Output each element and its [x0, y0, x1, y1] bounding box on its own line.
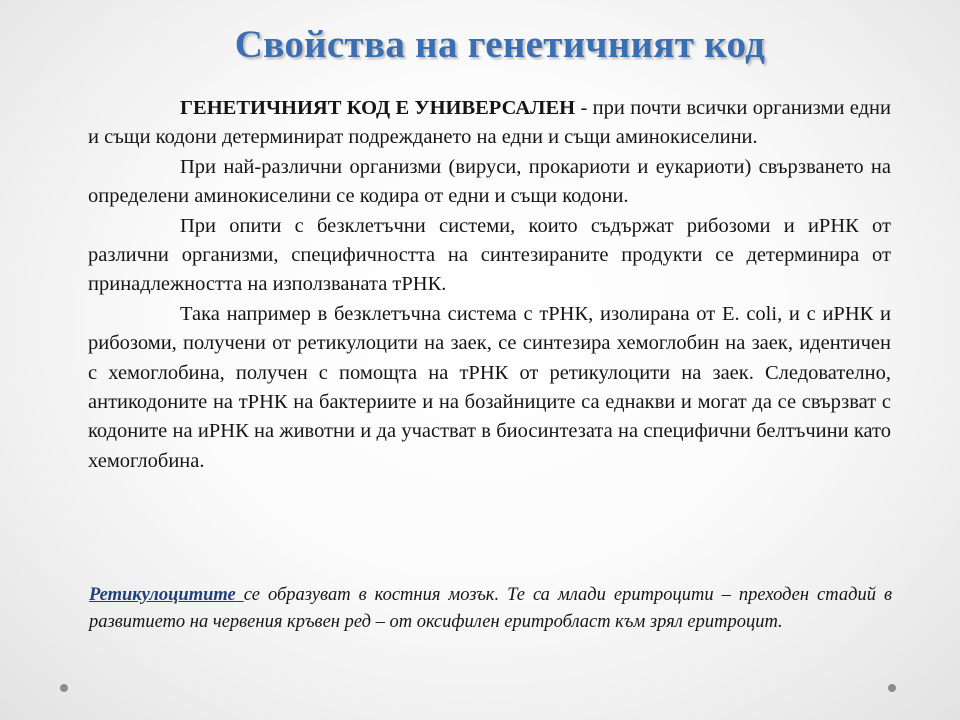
left-dot-ornament: [60, 684, 68, 692]
paragraph-lead: ГЕНЕТИЧНИЯТ КОД Е УНИВЕРСАЛЕН: [180, 97, 576, 119]
right-dot-ornament: [888, 684, 896, 692]
footnote-term-gap: [236, 585, 244, 605]
paragraph-example: [88, 300, 891, 476]
paragraph-text: Така например в безклетъчна система с тРНК, изолирана от E. coli, и с иРНК и рибозоми, получени от ретикулоцити на заек, се синтезира хемоглобин на заек, идентичен с хемоглобина, получен с помощта на тРНК от ретикулоцити на заек. Следователно, антикодоните на тРНК на бактериите и на бозайниците са еднакви и могат да се свързват с кодоните на иРНК на животни и да участват в биосинтезата на специфични белтъчини като хемоглобина.: [88, 302, 891, 472]
paragraph-organisms: [88, 153, 891, 212]
paragraph-text: - при почти всички организми едни и същи кодони детерминират подреждането на едни и същи аминокиселини.: [88, 97, 892, 149]
footnote: [89, 582, 892, 636]
body-text: [88, 94, 891, 476]
footnote-term: Ретикулоцитите: [89, 585, 236, 605]
slide-title: Свойства на генетичният код: [234, 23, 766, 66]
footnote-text: се образуват в костния мозък. Те са млади еритроцити – преходен стадий в развитието на червения кръвен ред – от оксифилен еритробласт към зрял еритроцит.: [89, 585, 893, 632]
paragraph-text: При най-различни организми (вируси, прокариоти и еукариоти) свързването на определени аминокиселини се кодира от едни и същи кодони.: [88, 155, 891, 208]
paragraph-text: При опити с безклетъчни системи, които съдържат рибозоми и иРНК от различни организми, специфичността на синтезираните продукти се детерминира от принадлежността на използваната тРНК.: [88, 214, 891, 296]
paragraph-universal: [88, 94, 891, 153]
paragraph-cell-free-systems: [88, 212, 891, 300]
